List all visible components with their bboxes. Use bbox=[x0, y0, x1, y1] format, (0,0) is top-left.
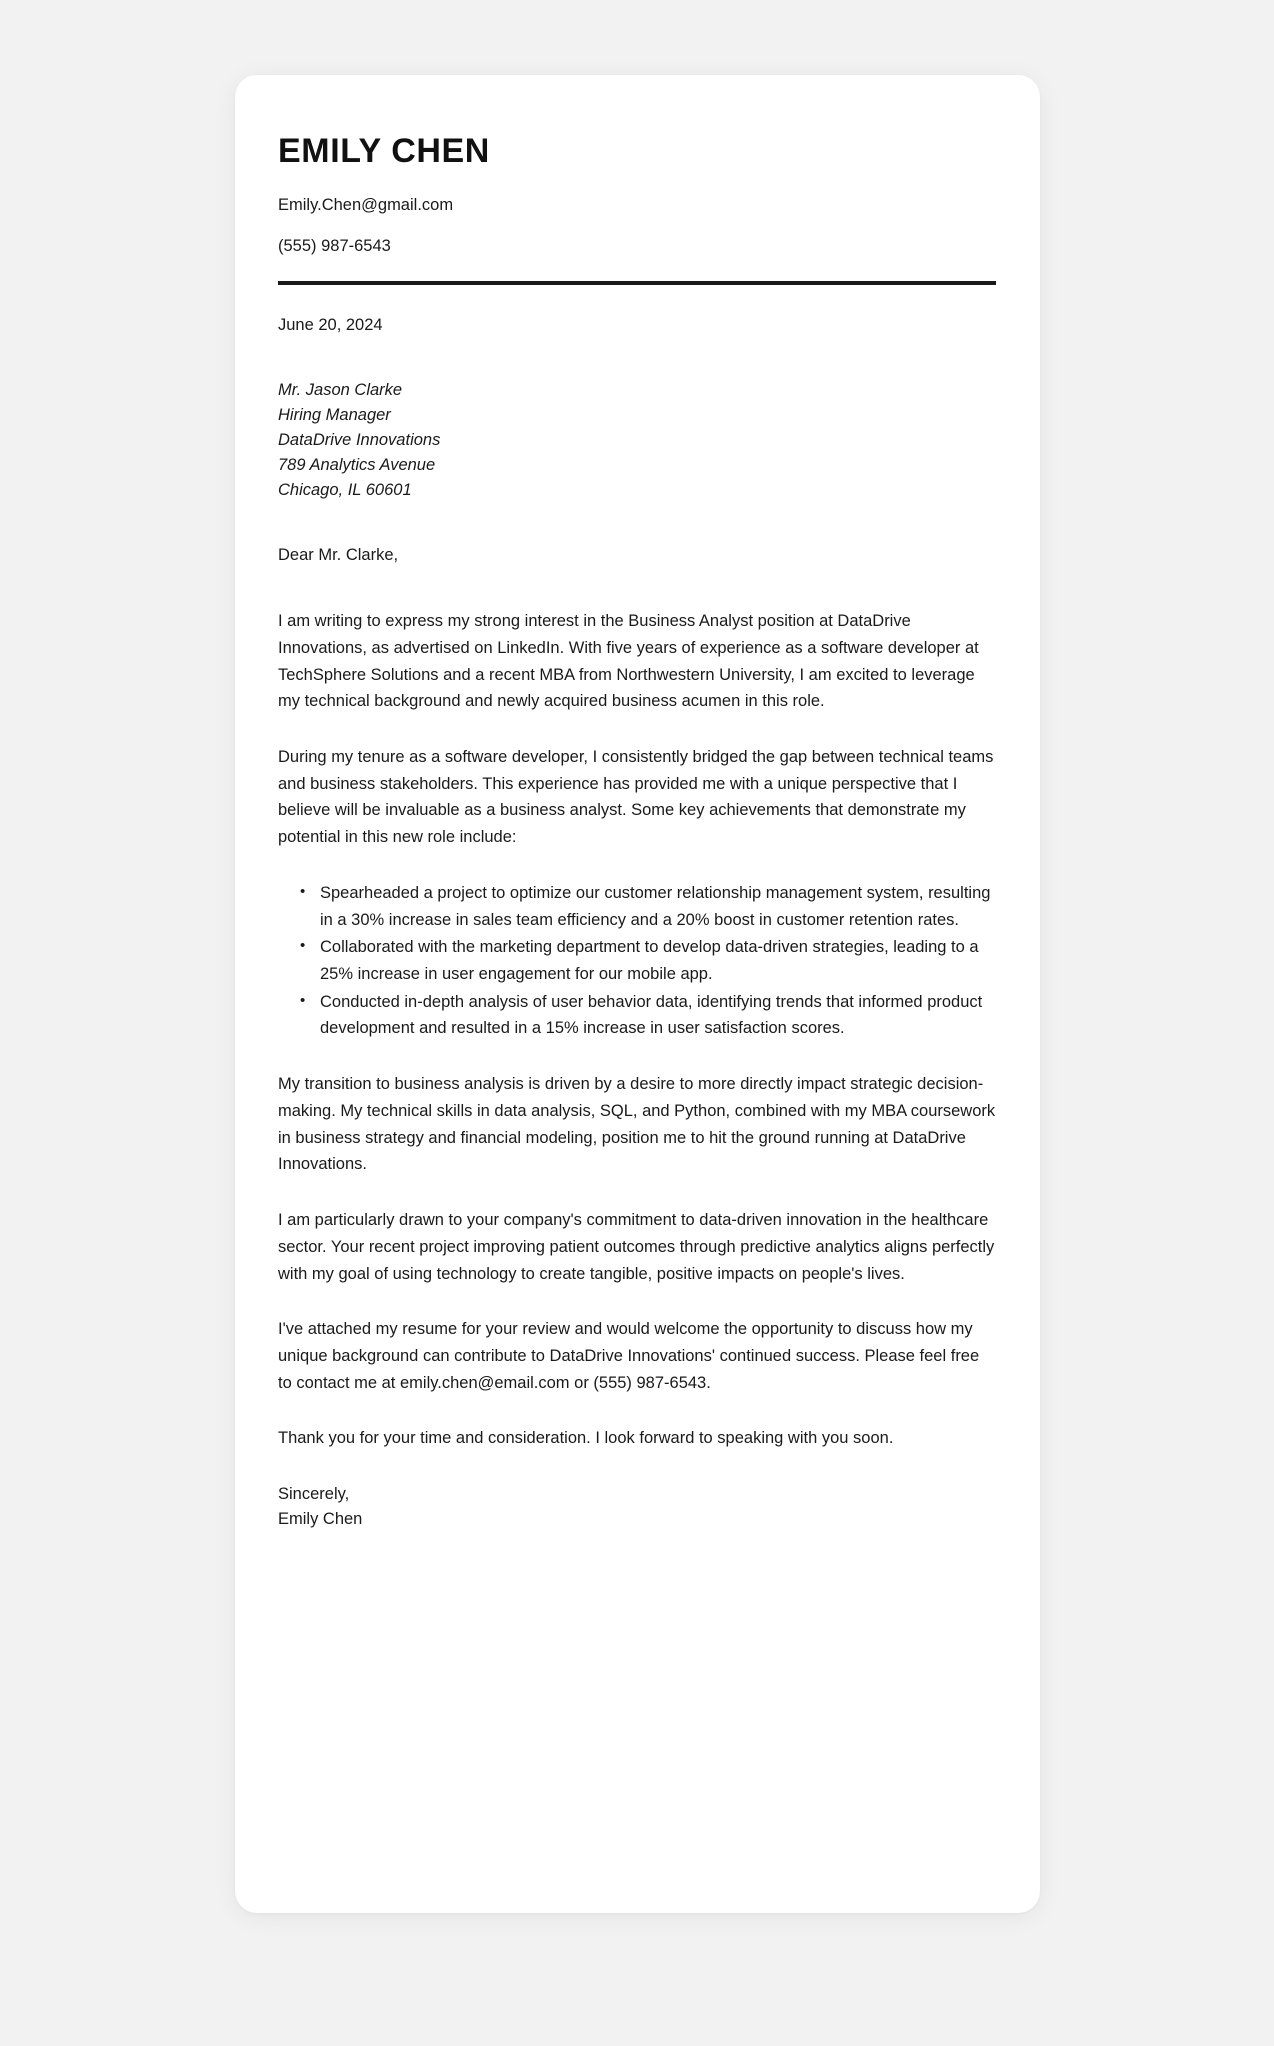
letter-closing bbox=[278, 1482, 996, 1532]
recipient-name: Mr. Jason Clarke bbox=[278, 380, 403, 399]
list-item: • Conducted in-depth analysis of user behavior data, identifying trends that informed product development and resulted in a 15% increase in user satisfaction scores. bbox=[300, 989, 996, 1042]
body-paragraph-4: I am particularly drawn to your company's commitment to data-driven innovation in the healthcare sector. Your recent project improving patient outcomes through predictive analytics aligns perfectly with my goal of using technology to create tangible, positive impacts on people's lives. bbox=[278, 1211, 995, 1283]
applicant-name: EMILY CHEN bbox=[278, 132, 490, 170]
recipient-address-block bbox=[278, 378, 996, 503]
list-item: • Spearheaded a project to optimize our customer relationship management system, resulting in a 30% increase in sales team efficiency and a 20% boost in customer retention rates. bbox=[300, 880, 996, 933]
body-paragraph-5: I've attached my resume for your review and would welcome the opportunity to discuss how my unique background can contribute to DataDrive Innovations' continued success. Please feel free to contact me at emily.chen@email.com or (555) 987-6543. bbox=[278, 1320, 980, 1392]
recipient-company: DataDrive Innovations bbox=[278, 431, 441, 450]
header-divider bbox=[278, 281, 996, 285]
recipient-title: Hiring Manager bbox=[278, 406, 391, 425]
valediction: Sincerely, bbox=[278, 1485, 350, 1504]
recipient-city-state-zip: Chicago, IL 60601 bbox=[278, 481, 412, 500]
signature-name: Emily Chen bbox=[278, 1510, 363, 1529]
letter-header bbox=[278, 133, 996, 285]
body-paragraph-1: I am writing to express my strong interest in the Business Analyst position at DataDrive Innovations, as advertised on LinkedIn. With five years of experience as a software developer at TechSphere Solutions and a recent MBA from Northwestern University, I am excited to leverage my technical background and newly acquired business acumen in this role. bbox=[278, 612, 979, 711]
cover-letter-card bbox=[235, 75, 1040, 1913]
list-item: • Collaborated with the marketing department to develop data-driven strategies, leading to a 25% increase in user engagement for our mobile app. bbox=[300, 934, 996, 987]
salutation: Dear Mr. Clarke, bbox=[278, 546, 399, 565]
achievements-list bbox=[278, 880, 996, 1042]
body-paragraph-3: My transition to business analysis is driven by a desire to more directly impact strategic decision-making. My technical skills in data analysis, SQL, and Python, combined with my MBA coursework in business strategy and financial modeling, position me to hit the ground running at DataDrive Innovations. bbox=[278, 1075, 996, 1174]
letter-content bbox=[278, 133, 996, 1532]
body-paragraph-2: During my tenure as a software developer, I consistently bridged the gap between technical teams and business stakeholders. This experience has provided me with a unique perspective that I believe will be invaluable as a business analyst. Some key achievements that demonstrate my potential in this new role include: bbox=[278, 748, 994, 847]
body-paragraph-6: Thank you for your time and consideration. I look forward to speaking with you soon. bbox=[278, 1429, 894, 1448]
letter-date: June 20, 2024 bbox=[278, 316, 383, 335]
applicant-phone: (555) 987-6543 bbox=[278, 237, 391, 256]
recipient-street: 789 Analytics Avenue bbox=[278, 456, 436, 475]
letter-body bbox=[278, 608, 996, 1452]
applicant-email: Emily.Chen@gmail.com bbox=[278, 196, 454, 215]
